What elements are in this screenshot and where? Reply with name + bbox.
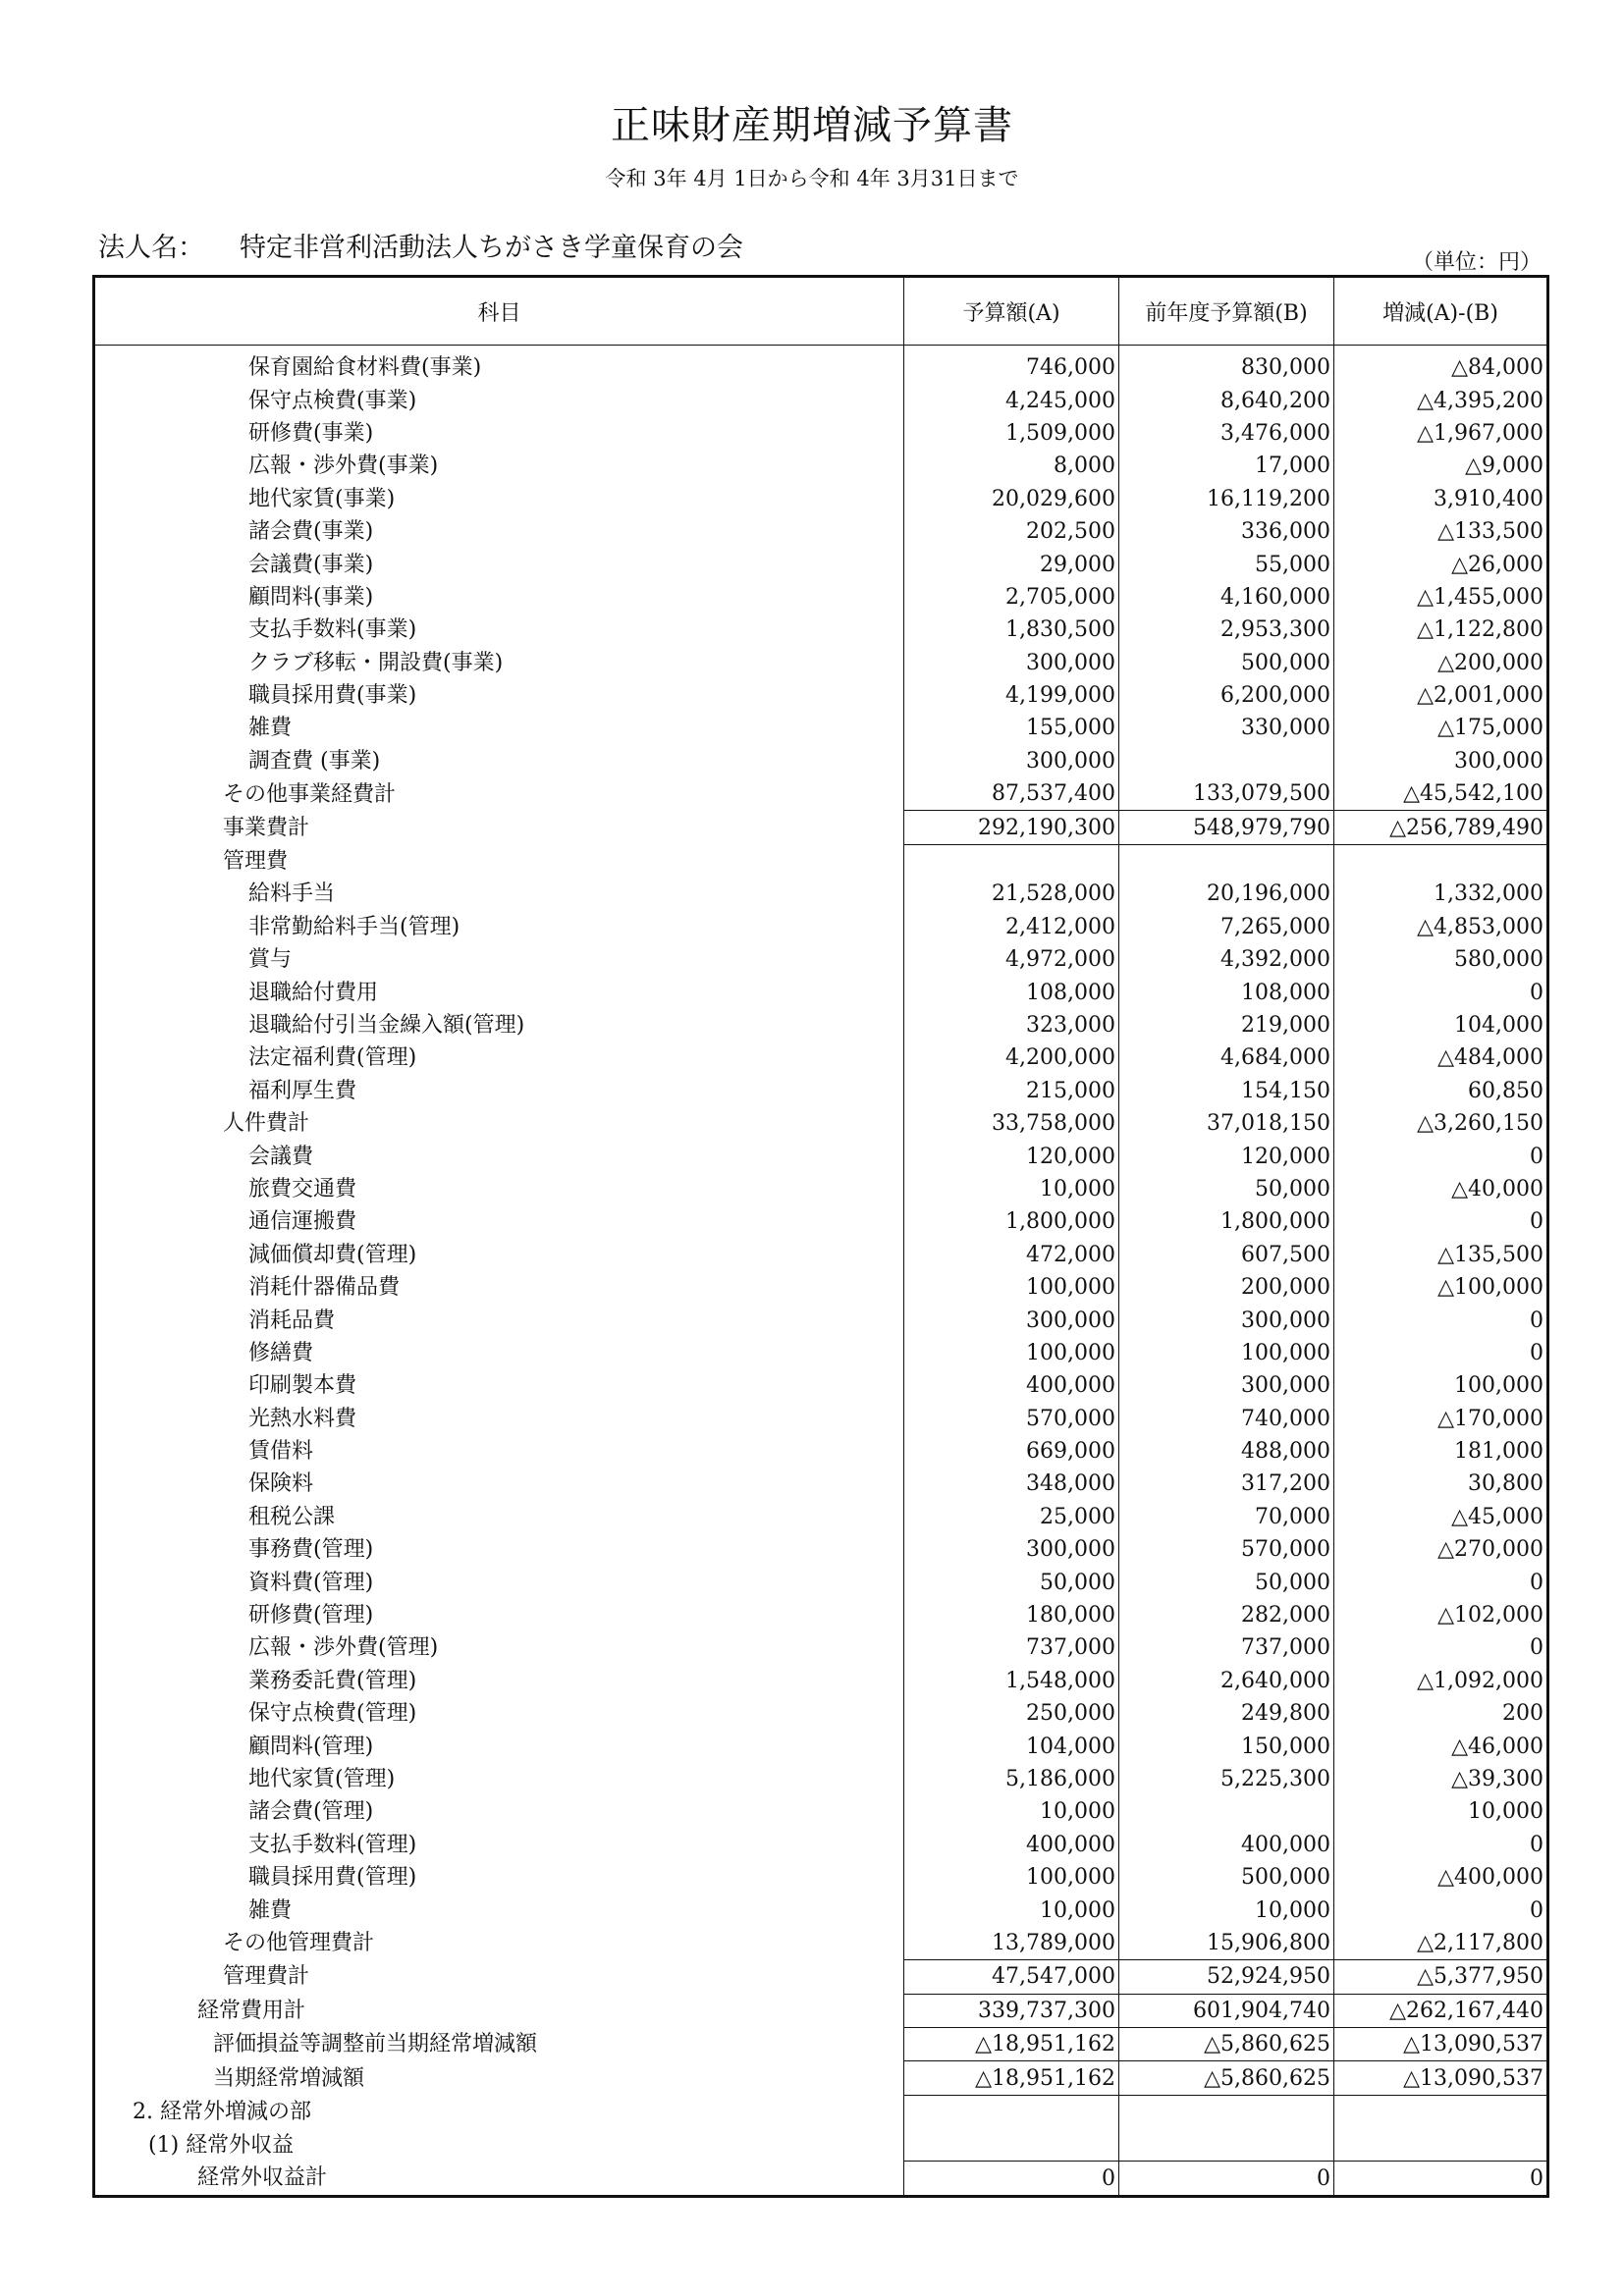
row-prev-budget: 4,392,000 bbox=[1119, 943, 1334, 976]
row-difference: 0 bbox=[1334, 1829, 1548, 1861]
row-difference: △256,789,490 bbox=[1334, 811, 1548, 844]
row-budget: 21,528,000 bbox=[904, 878, 1119, 910]
row-prev-budget: 336,000 bbox=[1119, 515, 1334, 548]
table-row bbox=[94, 2128, 1548, 2162]
row-difference: △484,000 bbox=[1334, 1041, 1548, 1074]
row-difference: △4,395,200 bbox=[1334, 384, 1548, 416]
row-difference bbox=[1334, 844, 1548, 878]
row-prev-budget bbox=[1119, 745, 1334, 777]
row-subject: 福利厚生費 bbox=[248, 1078, 357, 1103]
row-difference: △133,500 bbox=[1334, 515, 1548, 548]
row-subject: 評価損益等調整前当期経常増減額 bbox=[213, 2032, 538, 2057]
row-subject: 保守点検費(管理) bbox=[248, 1701, 417, 1727]
row-subject: 非常勤給料手当(管理) bbox=[248, 914, 460, 939]
row-subject: 会議費(事業) bbox=[248, 552, 374, 577]
row-budget bbox=[904, 844, 1119, 878]
row-subject: 消耗品費 bbox=[248, 1308, 336, 1333]
table-row bbox=[94, 745, 1548, 777]
row-difference: 0 bbox=[1334, 1894, 1548, 1926]
table-row bbox=[94, 2095, 1548, 2128]
row-budget: 104,000 bbox=[904, 1730, 1119, 1762]
corporation-name: 特定非営利活動法人ちがさき学童保育の会 bbox=[240, 233, 743, 263]
row-difference: △39,300 bbox=[1334, 1763, 1548, 1795]
row-budget: 669,000 bbox=[904, 1435, 1119, 1468]
table-row bbox=[94, 1304, 1548, 1336]
row-difference: △262,167,440 bbox=[1334, 1994, 1548, 2027]
row-prev-budget: △5,860,625 bbox=[1119, 2027, 1334, 2060]
table-row bbox=[94, 1239, 1548, 1271]
row-subject: (1) 経常外収益 bbox=[148, 2132, 295, 2158]
table-row bbox=[94, 1631, 1548, 1664]
row-subject: 事業費計 bbox=[223, 815, 310, 840]
row-difference: 0 bbox=[1334, 1140, 1548, 1172]
row-budget: 1,548,000 bbox=[904, 1665, 1119, 1697]
row-subject: 通信運搬費 bbox=[248, 1209, 357, 1235]
row-difference: △26,000 bbox=[1334, 548, 1548, 580]
table-row bbox=[94, 1730, 1548, 1762]
row-budget: 108,000 bbox=[904, 976, 1119, 1008]
row-difference: 0 bbox=[1334, 1631, 1548, 1664]
table-row bbox=[94, 844, 1548, 878]
row-prev-budget: 740,000 bbox=[1119, 1403, 1334, 1435]
row-budget: 570,000 bbox=[904, 1403, 1119, 1435]
row-budget: 13,789,000 bbox=[904, 1927, 1119, 1960]
table-row bbox=[94, 712, 1548, 744]
row-prev-budget: 154,150 bbox=[1119, 1075, 1334, 1107]
row-subject: 調査費 (事業) bbox=[248, 748, 381, 774]
header-prev-budget: 前年度予算額(B) bbox=[1119, 277, 1334, 346]
row-budget: 202,500 bbox=[904, 515, 1119, 548]
row-subject: 諸会費(管理) bbox=[248, 1799, 374, 1825]
row-difference: 0 bbox=[1334, 1205, 1548, 1238]
row-budget: 400,000 bbox=[904, 1829, 1119, 1861]
row-subject: 顧問料(事業) bbox=[248, 584, 374, 610]
row-prev-budget: 50,000 bbox=[1119, 1566, 1334, 1598]
row-budget: 20,029,600 bbox=[904, 483, 1119, 515]
row-subject: 事務費(管理) bbox=[248, 1537, 374, 1563]
row-subject: 経常外収益計 bbox=[197, 2165, 328, 2191]
row-difference: △100,000 bbox=[1334, 1271, 1548, 1304]
row-prev-budget: 500,000 bbox=[1119, 1861, 1334, 1894]
row-difference: △170,000 bbox=[1334, 1403, 1548, 1435]
row-difference: 0 bbox=[1334, 1566, 1548, 1598]
row-budget: 10,000 bbox=[904, 1173, 1119, 1205]
row-budget: 47,547,000 bbox=[904, 1960, 1119, 1994]
row-subject: 法定福利費(管理) bbox=[248, 1045, 417, 1071]
row-budget: 50,000 bbox=[904, 1566, 1119, 1598]
row-budget: 8,000 bbox=[904, 450, 1119, 482]
table-row bbox=[94, 943, 1548, 976]
row-difference: △1,122,800 bbox=[1334, 614, 1548, 646]
table-row bbox=[94, 1337, 1548, 1369]
header-subject: 科目 bbox=[94, 277, 904, 346]
table-row bbox=[94, 1960, 1548, 1994]
row-difference: △40,000 bbox=[1334, 1173, 1548, 1205]
row-prev-budget: 2,953,300 bbox=[1119, 614, 1334, 646]
row-budget: 155,000 bbox=[904, 712, 1119, 744]
row-prev-budget: 108,000 bbox=[1119, 976, 1334, 1008]
unit-label: （単位：円） bbox=[1411, 250, 1542, 275]
row-budget: 1,830,500 bbox=[904, 614, 1119, 646]
row-difference: △3,260,150 bbox=[1334, 1107, 1548, 1140]
row-difference: △135,500 bbox=[1334, 1239, 1548, 1271]
row-budget: 100,000 bbox=[904, 1861, 1119, 1894]
table-row bbox=[94, 1403, 1548, 1435]
row-prev-budget: 37,018,150 bbox=[1119, 1107, 1334, 1140]
row-difference: △400,000 bbox=[1334, 1861, 1548, 1894]
row-budget: 250,000 bbox=[904, 1697, 1119, 1730]
table-row bbox=[94, 1763, 1548, 1795]
table-row bbox=[94, 679, 1548, 712]
row-budget: 2,705,000 bbox=[904, 581, 1119, 614]
row-difference: △2,001,000 bbox=[1334, 679, 1548, 712]
table-header-row bbox=[94, 277, 1548, 346]
row-budget: 323,000 bbox=[904, 1009, 1119, 1041]
row-budget: 100,000 bbox=[904, 1337, 1119, 1369]
row-difference: △2,117,800 bbox=[1334, 1927, 1548, 1960]
table-row bbox=[94, 1009, 1548, 1041]
row-prev-budget: 282,000 bbox=[1119, 1599, 1334, 1631]
row-subject: 2. 経常外増減の部 bbox=[133, 2099, 311, 2124]
row-subject: 管理費計 bbox=[223, 1964, 310, 1990]
table-row bbox=[94, 777, 1548, 811]
row-subject: 保育園給食材料費(事業) bbox=[248, 355, 482, 381]
row-budget: 4,245,000 bbox=[904, 384, 1119, 416]
row-difference: 10,000 bbox=[1334, 1795, 1548, 1828]
row-subject: 保険料 bbox=[248, 1471, 314, 1497]
row-prev-budget: 400,000 bbox=[1119, 1829, 1334, 1861]
row-subject: 光熱水料費 bbox=[248, 1406, 357, 1431]
table-row bbox=[94, 1468, 1548, 1500]
table-row bbox=[94, 1173, 1548, 1205]
row-prev-budget: 1,800,000 bbox=[1119, 1205, 1334, 1238]
row-prev-budget bbox=[1119, 2095, 1334, 2128]
table-row bbox=[94, 1599, 1548, 1631]
row-prev-budget: 300,000 bbox=[1119, 1369, 1334, 1402]
row-budget: 215,000 bbox=[904, 1075, 1119, 1107]
table-row bbox=[94, 1205, 1548, 1238]
table-row bbox=[94, 1271, 1548, 1304]
row-difference: △45,000 bbox=[1334, 1501, 1548, 1533]
row-difference: 200 bbox=[1334, 1697, 1548, 1730]
row-budget: 1,800,000 bbox=[904, 1205, 1119, 1238]
row-prev-budget: 601,904,740 bbox=[1119, 1994, 1334, 2027]
row-budget: 348,000 bbox=[904, 1468, 1119, 1500]
row-prev-budget: 4,160,000 bbox=[1119, 581, 1334, 614]
table-row bbox=[94, 1369, 1548, 1402]
row-subject: 消耗什器備品費 bbox=[248, 1275, 401, 1301]
row-budget bbox=[904, 2095, 1119, 2128]
row-subject: 印刷製本費 bbox=[248, 1373, 357, 1399]
row-subject: 業務委託費(管理) bbox=[248, 1668, 417, 1693]
row-subject: 給料手当 bbox=[248, 881, 336, 907]
table-row bbox=[94, 384, 1548, 416]
row-subject: 租税公課 bbox=[248, 1504, 336, 1529]
row-difference: △13,090,537 bbox=[1334, 2061, 1548, 2095]
row-subject: 研修費(事業) bbox=[248, 420, 374, 446]
row-difference: 30,800 bbox=[1334, 1468, 1548, 1500]
row-prev-budget: 6,200,000 bbox=[1119, 679, 1334, 712]
row-prev-budget: 8,640,200 bbox=[1119, 384, 1334, 416]
row-difference bbox=[1334, 2128, 1548, 2162]
row-subject: 広報・渉外費(事業) bbox=[248, 454, 439, 479]
fiscal-period: 令和 3年 4月 1日から令和 4年 3月31日まで bbox=[605, 167, 1019, 190]
row-difference: △13,090,537 bbox=[1334, 2027, 1548, 2060]
budget-table bbox=[92, 275, 1549, 2198]
row-prev-budget: 15,906,800 bbox=[1119, 1927, 1334, 1960]
row-subject: 退職給付引当金繰入額(管理) bbox=[248, 1013, 525, 1038]
row-budget: 25,000 bbox=[904, 1501, 1119, 1533]
row-subject: 地代家賃(事業) bbox=[248, 486, 396, 511]
table-row bbox=[94, 1894, 1548, 1926]
row-prev-budget: 2,640,000 bbox=[1119, 1665, 1334, 1697]
row-budget: 339,737,300 bbox=[904, 1994, 1119, 2027]
row-prev-budget: 4,684,000 bbox=[1119, 1041, 1334, 1074]
row-difference: 1,332,000 bbox=[1334, 878, 1548, 910]
row-prev-budget: 120,000 bbox=[1119, 1140, 1334, 1172]
row-prev-budget: 70,000 bbox=[1119, 1501, 1334, 1533]
row-prev-budget: 50,000 bbox=[1119, 1173, 1334, 1205]
table-row bbox=[94, 1041, 1548, 1074]
row-difference: △1,092,000 bbox=[1334, 1665, 1548, 1697]
table-row bbox=[94, 1829, 1548, 1861]
table-row bbox=[94, 1795, 1548, 1828]
row-prev-budget: 52,924,950 bbox=[1119, 1960, 1334, 1994]
row-budget: 300,000 bbox=[904, 1304, 1119, 1336]
table-row bbox=[94, 811, 1548, 844]
row-subject: 人件費計 bbox=[223, 1111, 310, 1137]
row-budget: 10,000 bbox=[904, 1894, 1119, 1926]
row-difference: △4,853,000 bbox=[1334, 911, 1548, 943]
row-prev-budget: 100,000 bbox=[1119, 1337, 1334, 1369]
row-prev-budget: 20,196,000 bbox=[1119, 878, 1334, 910]
row-prev-budget bbox=[1119, 2128, 1334, 2162]
table-row bbox=[94, 976, 1548, 1008]
row-subject: 地代家賃(管理) bbox=[248, 1766, 396, 1791]
table-row bbox=[94, 483, 1548, 515]
table-row bbox=[94, 1107, 1548, 1140]
table-body bbox=[94, 346, 1548, 2197]
row-prev-budget bbox=[1119, 844, 1334, 878]
row-prev-budget: 7,265,000 bbox=[1119, 911, 1334, 943]
table-row bbox=[94, 548, 1548, 580]
row-budget: 1,509,000 bbox=[904, 417, 1119, 450]
table-row bbox=[94, 515, 1548, 548]
row-subject: 減価償却費(管理) bbox=[248, 1242, 417, 1267]
row-budget: 5,186,000 bbox=[904, 1763, 1119, 1795]
row-difference bbox=[1334, 2095, 1548, 2128]
table-row bbox=[94, 450, 1548, 482]
row-subject: 顧問料(管理) bbox=[248, 1734, 374, 1759]
row-budget: 300,000 bbox=[904, 647, 1119, 679]
row-prev-budget: 0 bbox=[1119, 2162, 1334, 2196]
corporation-label: 法人名： bbox=[98, 233, 204, 263]
row-subject: 雑費 bbox=[248, 716, 293, 741]
row-budget bbox=[904, 2128, 1119, 2162]
row-subject: 経常費用計 bbox=[197, 1998, 306, 2023]
row-subject: 支払手数料(事業) bbox=[248, 617, 417, 643]
table-row bbox=[94, 1697, 1548, 1730]
row-prev-budget: 488,000 bbox=[1119, 1435, 1334, 1468]
row-subject: 旅費交通費 bbox=[248, 1176, 357, 1201]
row-budget: 292,190,300 bbox=[904, 811, 1119, 844]
document-title: 正味財産期増減予算書 bbox=[611, 103, 1013, 148]
row-difference: △102,000 bbox=[1334, 1599, 1548, 1631]
table-row bbox=[94, 1665, 1548, 1697]
header-budget: 予算額(A) bbox=[904, 277, 1119, 346]
table-row bbox=[94, 1861, 1548, 1894]
row-difference: △9,000 bbox=[1334, 450, 1548, 482]
row-difference: △45,542,100 bbox=[1334, 777, 1548, 811]
row-prev-budget: △5,860,625 bbox=[1119, 2061, 1334, 2095]
row-subject: 研修費(管理) bbox=[248, 1603, 374, 1629]
row-prev-budget: 10,000 bbox=[1119, 1894, 1334, 1926]
row-budget: 300,000 bbox=[904, 1533, 1119, 1566]
row-difference: △46,000 bbox=[1334, 1730, 1548, 1762]
table-row bbox=[94, 2061, 1548, 2095]
row-subject: 職員採用費(事業) bbox=[248, 683, 417, 709]
row-subject: 退職給付費用 bbox=[248, 980, 379, 1005]
row-budget: 4,972,000 bbox=[904, 943, 1119, 976]
row-subject: 職員採用費(管理) bbox=[248, 1865, 417, 1891]
corporation bbox=[98, 226, 743, 264]
row-subject: 諸会費(事業) bbox=[248, 519, 374, 545]
table-row bbox=[94, 1140, 1548, 1172]
table-row bbox=[94, 1501, 1548, 1533]
row-budget: 4,199,000 bbox=[904, 679, 1119, 712]
table-row bbox=[94, 1994, 1548, 2027]
row-difference: △270,000 bbox=[1334, 1533, 1548, 1566]
table-row bbox=[94, 1075, 1548, 1107]
row-difference: 300,000 bbox=[1334, 745, 1548, 777]
row-budget: 300,000 bbox=[904, 745, 1119, 777]
table-row bbox=[94, 911, 1548, 943]
row-prev-budget: 16,119,200 bbox=[1119, 483, 1334, 515]
row-budget: 0 bbox=[904, 2162, 1119, 2196]
row-prev-budget: 17,000 bbox=[1119, 450, 1334, 482]
row-prev-budget bbox=[1119, 1795, 1334, 1828]
table-row bbox=[94, 581, 1548, 614]
row-prev-budget: 570,000 bbox=[1119, 1533, 1334, 1566]
row-budget: 2,412,000 bbox=[904, 911, 1119, 943]
row-difference: △1,455,000 bbox=[1334, 581, 1548, 614]
row-subject: 支払手数料(管理) bbox=[248, 1832, 417, 1857]
row-difference: △200,000 bbox=[1334, 647, 1548, 679]
row-prev-budget: 500,000 bbox=[1119, 647, 1334, 679]
row-budget: △18,951,162 bbox=[904, 2027, 1119, 2060]
row-prev-budget: 300,000 bbox=[1119, 1304, 1334, 1336]
table-row bbox=[94, 647, 1548, 679]
row-budget: 400,000 bbox=[904, 1369, 1119, 1402]
row-difference: 0 bbox=[1334, 2162, 1548, 2196]
row-prev-budget: 548,979,790 bbox=[1119, 811, 1334, 844]
table-row bbox=[94, 1533, 1548, 1566]
table-row bbox=[94, 417, 1548, 450]
row-prev-budget: 330,000 bbox=[1119, 712, 1334, 744]
header-difference: 増減(A)-(B) bbox=[1334, 277, 1548, 346]
row-budget: △18,951,162 bbox=[904, 2061, 1119, 2095]
row-prev-budget: 200,000 bbox=[1119, 1271, 1334, 1304]
table-row bbox=[94, 878, 1548, 910]
row-budget: 737,000 bbox=[904, 1631, 1119, 1664]
row-prev-budget: 607,500 bbox=[1119, 1239, 1334, 1271]
row-difference: 60,850 bbox=[1334, 1075, 1548, 1107]
row-budget: 33,758,000 bbox=[904, 1107, 1119, 1140]
table-row bbox=[94, 1927, 1548, 1960]
table-row bbox=[94, 614, 1548, 646]
row-subject: 会議費 bbox=[248, 1144, 314, 1169]
row-budget: 180,000 bbox=[904, 1599, 1119, 1631]
row-subject: 雑費 bbox=[248, 1897, 293, 1923]
table-row bbox=[94, 346, 1548, 385]
row-difference: 3,910,400 bbox=[1334, 483, 1548, 515]
row-prev-budget: 150,000 bbox=[1119, 1730, 1334, 1762]
row-budget: 472,000 bbox=[904, 1239, 1119, 1271]
row-budget: 746,000 bbox=[904, 346, 1119, 385]
row-prev-budget: 133,079,500 bbox=[1119, 777, 1334, 811]
row-subject: 修繕費 bbox=[248, 1340, 314, 1365]
row-budget: 10,000 bbox=[904, 1795, 1119, 1828]
row-subject: 保守点検費(事業) bbox=[248, 388, 417, 413]
row-prev-budget: 830,000 bbox=[1119, 346, 1334, 385]
row-difference: 104,000 bbox=[1334, 1009, 1548, 1041]
table-row bbox=[94, 2027, 1548, 2060]
row-prev-budget: 249,800 bbox=[1119, 1697, 1334, 1730]
row-subject: その他事業経費計 bbox=[223, 781, 397, 807]
row-subject: その他管理費計 bbox=[223, 1931, 375, 1956]
row-difference: 181,000 bbox=[1334, 1435, 1548, 1468]
row-difference: 580,000 bbox=[1334, 943, 1548, 976]
row-subject: 管理費 bbox=[223, 848, 289, 874]
row-prev-budget: 219,000 bbox=[1119, 1009, 1334, 1041]
row-difference: △5,377,950 bbox=[1334, 1960, 1548, 1994]
row-budget: 87,537,400 bbox=[904, 777, 1119, 811]
row-prev-budget: 3,476,000 bbox=[1119, 417, 1334, 450]
row-prev-budget: 317,200 bbox=[1119, 1468, 1334, 1500]
row-budget: 100,000 bbox=[904, 1271, 1119, 1304]
row-subject: 広報・渉外費(管理) bbox=[248, 1635, 439, 1661]
row-difference: 100,000 bbox=[1334, 1369, 1548, 1402]
row-budget: 120,000 bbox=[904, 1140, 1119, 1172]
row-subject: 賃借料 bbox=[248, 1439, 314, 1465]
row-difference: 0 bbox=[1334, 976, 1548, 1008]
row-difference: △1,967,000 bbox=[1334, 417, 1548, 450]
row-difference: △175,000 bbox=[1334, 712, 1548, 744]
row-prev-budget: 55,000 bbox=[1119, 548, 1334, 580]
row-subject: 賞与 bbox=[248, 947, 293, 973]
budget-table-container bbox=[92, 275, 1546, 2198]
row-subject: 資料費(管理) bbox=[248, 1570, 374, 1595]
row-budget: 29,000 bbox=[904, 548, 1119, 580]
row-difference: 0 bbox=[1334, 1304, 1548, 1336]
row-subject: クラブ移転・開設費(事業) bbox=[248, 650, 504, 675]
row-difference: 0 bbox=[1334, 1337, 1548, 1369]
row-subject: 当期経常増減額 bbox=[213, 2065, 365, 2091]
row-difference: △84,000 bbox=[1334, 346, 1548, 385]
row-budget: 4,200,000 bbox=[904, 1041, 1119, 1074]
row-prev-budget: 5,225,300 bbox=[1119, 1763, 1334, 1795]
table-row bbox=[94, 1566, 1548, 1598]
row-prev-budget: 737,000 bbox=[1119, 1631, 1334, 1664]
table-row bbox=[94, 2162, 1548, 2196]
table-row bbox=[94, 1435, 1548, 1468]
